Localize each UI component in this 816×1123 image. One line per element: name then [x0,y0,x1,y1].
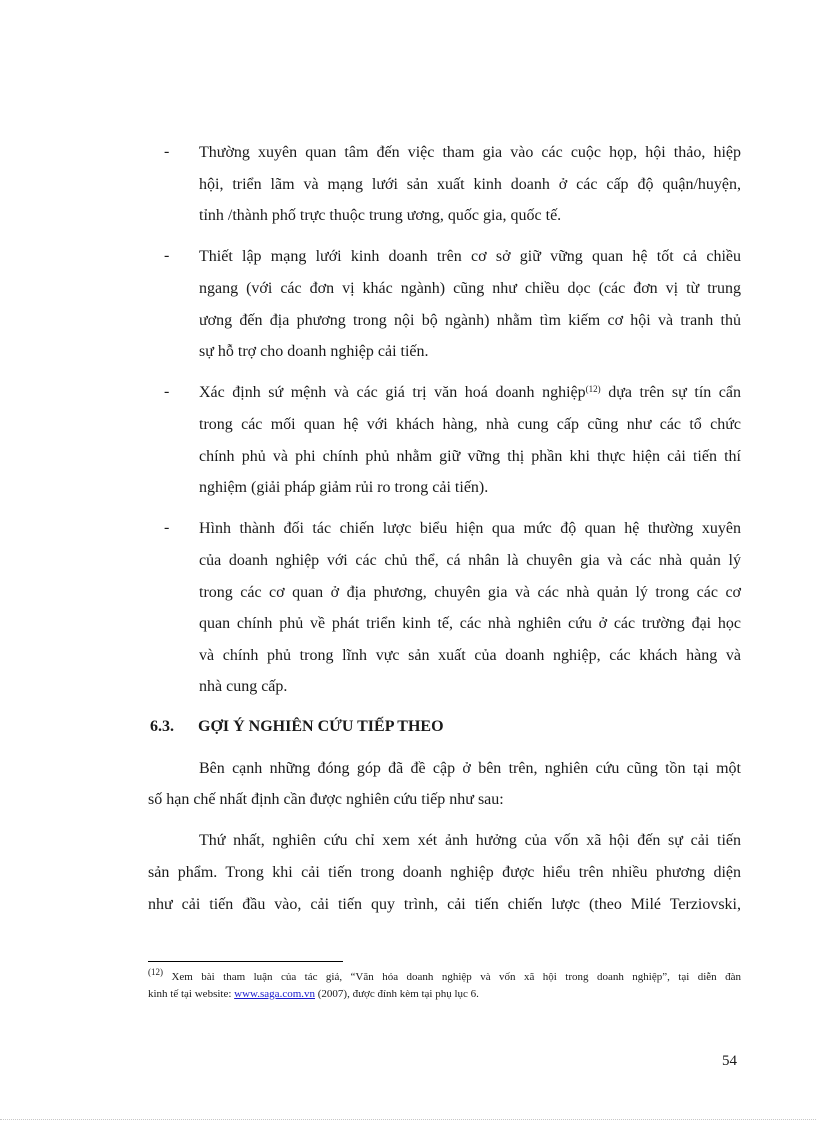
bullet-line: hội, triển lãm và mạng lưới sản xuất kinh doanh ở các cấp độ quận/huyện, [199,176,741,193]
paragraph-line: sản phẩm. Trong khi cải tiến trong doanh nghiệp được hiểu trên nhiều phương diện [148,864,741,881]
bullet-dash: - [164,247,170,264]
footnote-separator [148,961,343,962]
paragraph-line: như cải tiến đầu vào, cải tiến quy trình, cải tiến chiến lược (theo Milé Terziovski, [148,896,741,913]
footnote-text: (2007), được đính kèm tại phụ lục 6. [315,988,479,1000]
bullet-text: dựa trên sự tín cẩn [600,384,742,401]
bullet-dash: - [164,519,170,536]
bullet-dash: - [164,383,170,400]
bullet-text: Xác định sứ mệnh và các giá trị văn hoá doanh nghiệp [199,384,586,401]
website-link[interactable]: www.saga.com.vn [234,988,316,1000]
bullet-line: ngang (với các đơn vị khác ngành) cũng như chiều dọc (các đơn vị từ trung [199,280,741,297]
bullet-line: quan chính phủ về phát triển kinh tế, các nhà nghiên cứu ở các trường đại học [199,615,741,632]
bullet-line: chính phủ và phi chính phủ nhằm giữ vững thị phần khi thực hiện cải tiến thí [199,448,741,465]
paragraph-line: Bên cạnh những đóng góp đã đề cập ở bên trên, nghiên cứu cũng tồn tại một [199,760,741,777]
bullet-line: của doanh nghiệp với các chủ thể, cá nhân là chuyên gia và các nhà quản lý [199,552,741,569]
bullet-line: và chính phủ trong lĩnh vực sản xuất của doanh nghiệp, các khách hàng và [199,647,741,664]
footnote-mark: (12) [148,967,163,977]
footnote-text: kinh tế tại website: [148,988,235,1000]
paragraph-line: Thứ nhất, nghiên cứu chỉ xem xét ảnh hưởng của vốn xã hội đến sự cải tiến [199,832,741,849]
section-title: GỢI Ý NGHIÊN CỨU TIẾP THEO [198,718,444,735]
footnote-line [148,967,741,984]
footnote-line [148,987,741,1001]
bullet-line: Hình thành đối tác chiến lược biểu hiện qua mức độ quan hệ thường xuyên [199,520,741,537]
bullet-line: trong các mối quan hệ với khách hàng, nhà cung cấp cũng như các tổ chức [199,416,741,433]
bullet-dash: - [164,143,170,160]
page-bottom-edge [0,1119,816,1120]
section-number: 6.3. [150,718,174,735]
bullet-line [199,383,741,403]
bullet-line: Thiết lập mạng lưới kinh doanh trên cơ sở giữ vững quan hệ tốt cả chiều [199,248,741,265]
bullet-line: ương đến địa phương trong nội bộ ngành) nhằm tìm kiếm cơ hội và tranh thủ [199,312,741,329]
bullet-line: nghiệm (giải pháp giảm rủi ro trong cải tiến). [199,479,489,496]
bullet-line: tỉnh /thành phố trực thuộc trung ương, quốc gia, quốc tế. [199,207,562,224]
footnote-reference: (12) [585,384,601,394]
bullet-line: sự hỗ trợ cho doanh nghiệp cải tiến. [199,343,429,360]
paragraph-line: số hạn chế nhất định cần được nghiên cứu tiếp như sau: [148,791,504,808]
bullet-line: Thường xuyên quan tâm đến việc tham gia vào các cuộc họp, hội thảo, hiệp [199,144,741,161]
bullet-line: nhà cung cấp. [199,678,288,695]
bullet-line: trong các cơ quan ở địa phương, chuyên gia và các nhà quản lý trong các cơ [199,584,741,601]
page-number: 54 [722,1053,737,1069]
footnote-text: Xem bài tham luận của tác giả, “Văn hóa doanh nghiệp và vốn xã hội trong doanh nghiệp”, tại diễn đàn [163,971,741,983]
